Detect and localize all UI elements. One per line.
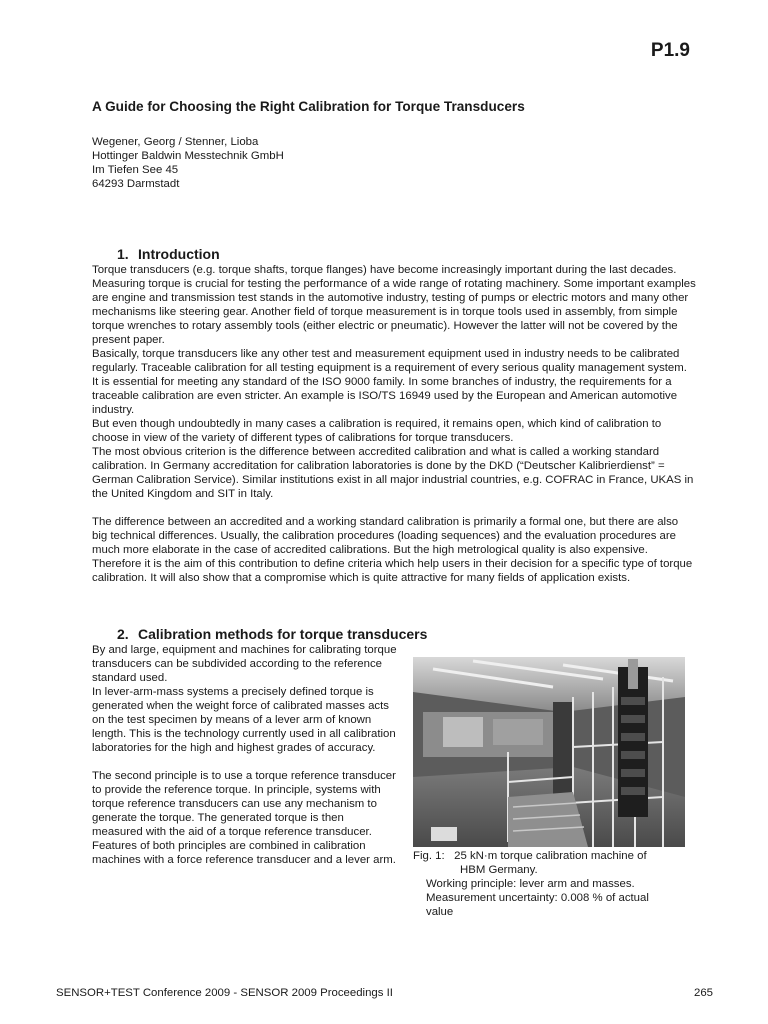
author-street: Im Tiefen See 45: [92, 164, 179, 176]
intro-paragraph-2: Basically, torque transducers like any other test and measurement equipment used in industry needs to be calibrated regularly. Traceable calibration for all testing equipment is a requirement of every serious quality management system. It is essential for meeting any standard of the ISO 9000 family. In some branches of industry, the requirements for a traceable calibration are even stricter. An example is ISO/TS 16949 used by the European and American automotive industry.: [92, 348, 687, 416]
intro-paragraph-1: Torque transducers (e.g. torque shafts, torque flanges) have become increasingly important during the last decades. Measuring torque is crucial for testing the performance of a wide range of rotating machinery. Some important examples are engine and transmission test stands in the automotive industry, testing of pumps or electric motors and many other mechanisms like steering gear. Another field of torque measurement is in torque tools used in assembly, from simple torque wrenches to rotary assembly tools (either electric or pneumatic). However the latter will not be covered by the present paper.: [92, 264, 696, 346]
footer-page-number: 265: [693, 987, 713, 999]
figure-caption-line-2: HBM Germany.: [460, 864, 538, 876]
author-names: Wegener, Georg / Stenner, Lioba: [92, 136, 259, 148]
section-1-body-continued: [92, 515, 696, 585]
methods-paragraph-2: In lever-arm-mass systems a precisely defined torque is generated when the weight force of calibrated masses acts on the test specimen by means of a lever arm of known length. This is the technology currently used in all calibration laboratories for the high and highest grades of accuracy.: [92, 686, 396, 754]
author-city: 64293 Darmstadt: [92, 178, 180, 190]
section-1-body: [92, 263, 696, 501]
author-block: [92, 135, 284, 191]
intro-paragraph-4: The most obvious criterion is the difference between accredited calibration and what is called a working standard calibration. In Germany accreditation for calibration laboratories is done by the DKD (“Deutscher Kalibrierdienst” = German Calibration Service). Similar institutions exist in all major industrial countries, e.g. COFRAC in France, UKAS in the United Kingdom and SIT in Italy.: [92, 446, 694, 500]
section-2-number: 2.: [117, 626, 129, 642]
page-identifier: P1.9: [650, 40, 690, 61]
figure-caption-line-1: 25 kN·m torque calibration machine of: [454, 850, 647, 862]
intro-paragraph-3: But even though undoubtedly in many cases a calibration is required, it remains open, which kind of calibration to choose in view of the variety of different types of calibrations for torque transducers.: [92, 418, 662, 444]
section-1-heading: [117, 246, 220, 262]
section-2-title: Calibration methods for torque transducers: [138, 626, 428, 642]
calibration-machine-photo: [413, 657, 685, 847]
figure-caption: [413, 849, 703, 919]
figure-caption-line-4: Measurement uncertainty: 0.008 % of actual: [426, 892, 649, 904]
photo-illustration: [413, 657, 685, 847]
section-2-heading: [117, 626, 427, 642]
methods-paragraph-3: The second principle is to use a torque reference transducer to provide the reference torque. In principle, systems with torque reference transducers can use any mechanism to generate the torque. The generated torque is then measured with the aid of a torque reference transducer. Features of both principles are combined in calibration machines with a force reference transducer and a lever arm.: [92, 770, 396, 866]
section-1-title: Introduction: [138, 246, 220, 262]
paper-title: A Guide for Choosing the Right Calibration for Torque Transducers: [92, 99, 525, 114]
intro-paragraph-5: The difference between an accredited and a working standard calibration is primarily a formal one, but there are also big technical differences. Usually, the calibration procedures (loading sequences) and the evaluation procedures are much more elaborate in the case of accredited calibrations. But the high metrological quality is also expensive. Therefore it is the aim of this contribution to define criteria which help users in their decision for a specific type of torque calibration. It will also show that a compromise which is quite attractive for many fields of application exists.: [92, 516, 693, 584]
figure-caption-line-5: value: [426, 906, 454, 918]
footer-conference: SENSOR+TEST Conference 2009 - SENSOR 2009 Proceedings II: [56, 987, 393, 999]
author-company: Hottinger Baldwin Messtechnik GmbH: [92, 150, 284, 162]
figure-caption-line-3: Working principle: lever arm and masses.: [426, 878, 635, 890]
methods-paragraph-1: By and large, equipment and machines for calibrating torque transducers can be subdivided according to the reference standard used.: [92, 644, 397, 684]
section-2-body: [92, 643, 397, 867]
figure-label: Fig. 1:: [413, 850, 445, 862]
section-1-number: 1.: [117, 246, 129, 262]
